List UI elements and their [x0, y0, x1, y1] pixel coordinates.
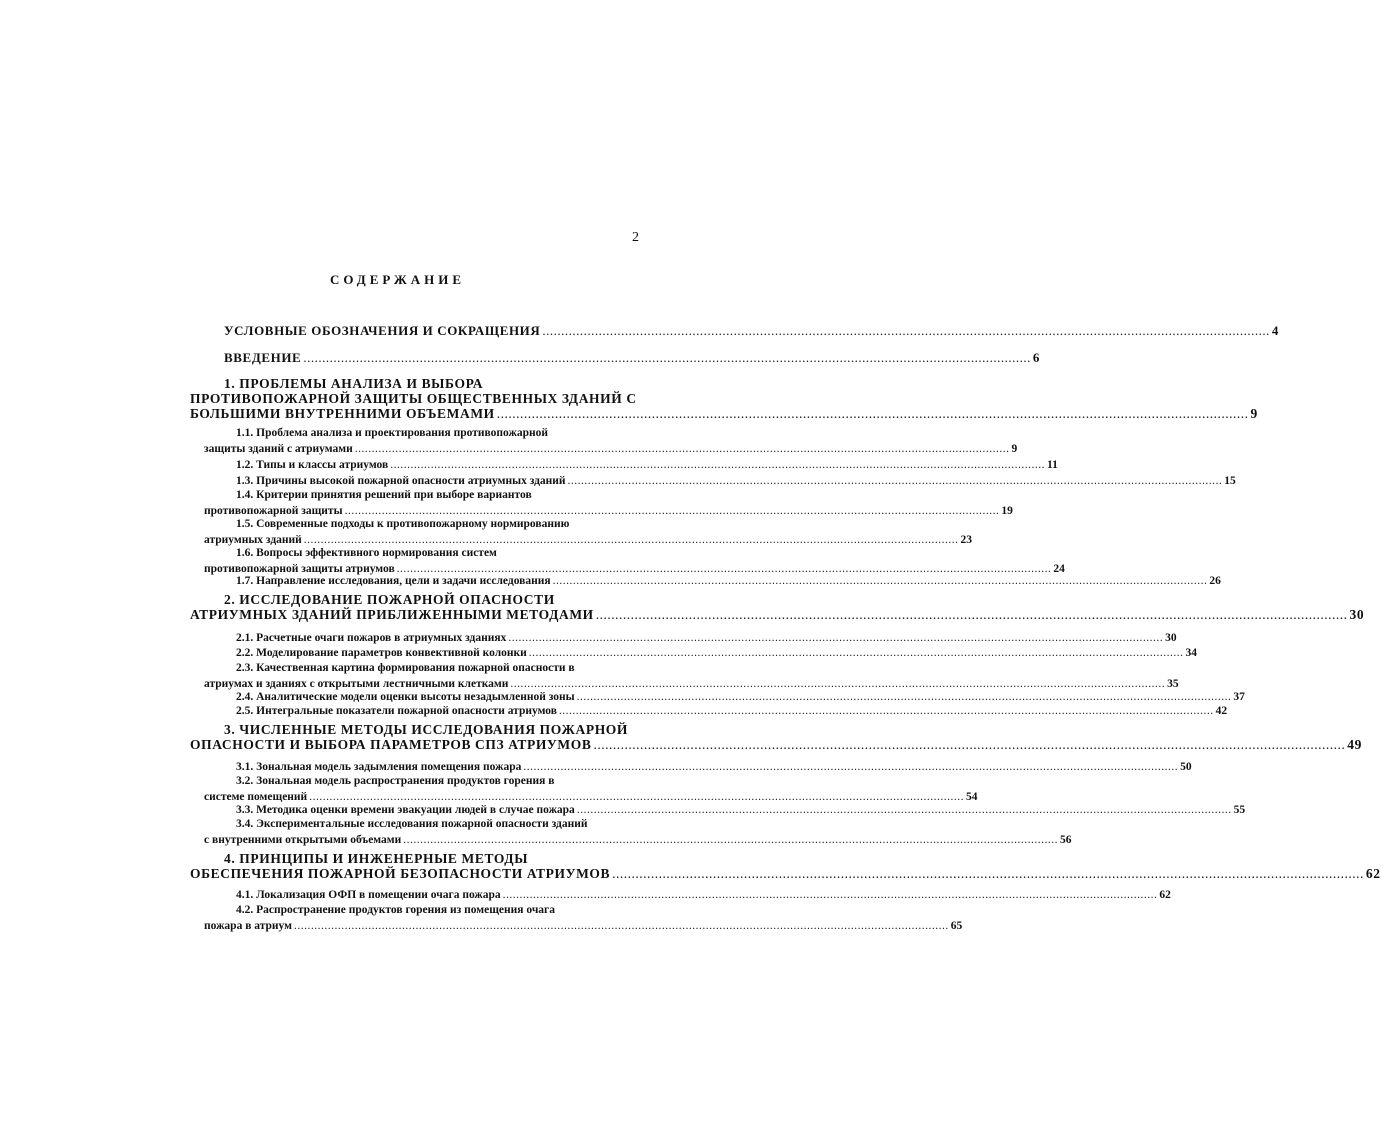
- toc-chapter-entry[interactable]: [0, 323, 1279, 339]
- toc-page-number: 15: [1224, 475, 1236, 487]
- toc-page-number: 6: [1032, 350, 1040, 365]
- toc-page-number: 30: [1349, 607, 1365, 622]
- toc-entry-text: 1.4. Критерии принятия решений при выборе вариантов: [236, 489, 532, 501]
- toc-entry-text: БОЛЬШИМИ ВНУТРЕННИМИ ОБЪЕМАМИ: [190, 406, 495, 421]
- toc-subentry[interactable]: [0, 887, 1171, 903]
- toc-entry-text: ВВЕДЕНИЕ: [224, 350, 302, 365]
- dot-leader: ..................................................................................................................................................................................................: [502, 889, 1158, 901]
- toc-page-number: 19: [1001, 505, 1013, 517]
- toc-subentry[interactable]: [0, 425, 1018, 457]
- dot-leader: ..................................................................................................................................................................................................: [593, 737, 1346, 752]
- toc-page-number: 55: [1233, 804, 1246, 816]
- toc-page-number: 65: [950, 920, 963, 932]
- toc-subentry[interactable]: [0, 516, 973, 548]
- toc-entry-text: атриумах и зданиях с открытыми лестничными клетками: [204, 678, 509, 690]
- toc-page-number: 37: [1233, 691, 1245, 703]
- page-number: 2: [632, 230, 639, 245]
- toc-entry-text: 3.2. Зональная модель распространения продуктов горения в: [236, 775, 555, 787]
- toc-page-number: 34: [1185, 647, 1198, 659]
- dot-leader: ..................................................................................................................................................................................................: [403, 834, 1059, 846]
- toc-entry-text: системе помещений: [204, 791, 308, 803]
- toc-entry-text: 4. ПРИНЦИПЫ И ИНЖЕНЕРНЫЕ МЕТОДЫ: [224, 851, 529, 866]
- toc-chapter-entry[interactable]: [0, 722, 1362, 752]
- dot-leader: ..................................................................................................................................................................................................: [558, 705, 1214, 717]
- toc-page-number: 56: [1060, 834, 1072, 846]
- dot-leader: ..................................................................................................................................................................................................: [303, 350, 1031, 365]
- dot-leader: ..................................................................................................................................................................................................: [612, 866, 1364, 881]
- toc-subentry[interactable]: [0, 487, 1013, 519]
- toc-entry-text: защиты зданий с атриумами: [204, 443, 353, 455]
- dot-leader: ..................................................................................................................................................................................................: [552, 575, 1208, 587]
- toc-entry-text: с внутренними открытыми объемами: [204, 834, 402, 846]
- toc-entry-text: 1.6. Вопросы эффективного нормирования систем: [236, 547, 497, 559]
- toc-page-number: 30: [1165, 632, 1177, 644]
- toc-entry-text: 3.3. Методика оценки времени эвакуации людей в случае пожара: [236, 804, 575, 816]
- toc-entry-text: ПРОТИВОПОЖАРНОЙ ЗАЩИТЫ ОБЩЕСТВЕННЫХ ЗДАНИЙ С: [190, 391, 637, 406]
- toc-entry-text: УСЛОВНЫЕ ОБОЗНАЧЕНИЯ И СОКРАЩЕНИЯ: [224, 323, 541, 338]
- toc-page-number: 23: [960, 534, 973, 546]
- dot-leader: ..................................................................................................................................................................................................: [523, 761, 1179, 773]
- toc-page-number: 9: [1250, 406, 1258, 421]
- toc-page-number: 11: [1046, 459, 1058, 471]
- toc-entry-text: 1.1. Проблема анализа и проектирования противопожарной: [236, 427, 548, 439]
- dot-leader: ..................................................................................................................................................................................................: [595, 607, 1348, 622]
- toc-page-number: 62: [1159, 889, 1171, 901]
- dot-leader: ..................................................................................................................................................................................................: [567, 475, 1223, 487]
- toc-entry-text: противопожарной защиты: [204, 505, 343, 517]
- toc-page-number: 54: [965, 791, 978, 803]
- dot-leader: ..................................................................................................................................................................................................: [293, 920, 949, 932]
- toc-entry-text: ОБЕСПЕЧЕНИЯ ПОЖАРНОЙ БЕЗОПАСНОСТИ АТРИУМОВ: [190, 866, 611, 881]
- toc-chapter-entry[interactable]: [0, 376, 1258, 421]
- toc-page-number: 35: [1167, 678, 1179, 690]
- toc-subentry[interactable]: [0, 630, 1177, 646]
- dot-leader: ..................................................................................................................................................................................................: [396, 563, 1052, 575]
- toc-entry-text: 4.2. Распространение продуктов горения из помещения очага: [236, 904, 556, 916]
- toc-page-number: 49: [1347, 737, 1362, 752]
- toc-subentry[interactable]: [0, 645, 1198, 661]
- toc-subentry[interactable]: [0, 573, 1221, 589]
- toc-chapter-entry[interactable]: [0, 592, 1365, 622]
- toc-entry-text: 4.1. Локализация ОФП в помещении очага пожара: [236, 889, 501, 901]
- dot-leader: ..................................................................................................................................................................................................: [496, 406, 1249, 421]
- toc-entry-text: 2. ИССЛЕДОВАНИЕ ПОЖАРНОЙ ОПАСНОСТИ: [224, 592, 555, 607]
- toc-subentry[interactable]: [0, 703, 1228, 719]
- toc-entry-text: 2.4. Аналитические модели оценки высоты незадымленной зоны: [236, 691, 575, 703]
- toc-page-number: 50: [1180, 761, 1192, 773]
- toc-entry-text: 2.3. Качественная картина формирования пожарной опасности в: [236, 662, 575, 674]
- toc-entry-text: 2.1. Расчетные очаги пожаров в атриумных зданиях: [236, 632, 507, 644]
- toc-entry-text: 1. ПРОБЛЕМЫ АНАЛИЗА И ВЫБОРА: [224, 376, 484, 391]
- dot-leader: ..................................................................................................................................................................................................: [354, 443, 1010, 455]
- dot-leader: ..................................................................................................................................................................................................: [510, 678, 1166, 690]
- dot-leader: ..................................................................................................................................................................................................: [309, 791, 964, 803]
- toc-page-number: 9: [1011, 443, 1018, 455]
- dot-leader: ..................................................................................................................................................................................................: [542, 323, 1270, 338]
- toc-entry-text: 3.1. Зональная модель задымления помещения пожара: [236, 761, 522, 773]
- toc-subentry[interactable]: [0, 773, 978, 805]
- dot-leader: ..................................................................................................................................................................................................: [528, 647, 1184, 659]
- toc-page-number: 24: [1053, 563, 1065, 575]
- toc-entry-text: 3. ЧИСЛЕННЫЕ МЕТОДЫ ИССЛЕДОВАНИЯ ПОЖАРНОЙ: [224, 722, 628, 737]
- dot-leader: ..................................................................................................................................................................................................: [576, 804, 1232, 816]
- toc-entry-text: противопожарной защиты атриумов: [204, 563, 395, 575]
- dot-leader: ..................................................................................................................................................................................................: [303, 534, 959, 546]
- toc-chapter-entry[interactable]: [0, 851, 1381, 881]
- toc-entry-text: 1.5. Современные подходы к противопожарному нормированию: [236, 518, 570, 530]
- toc-title: СОДЕРЖАНИЕ: [329, 272, 466, 287]
- toc-chapter-entry[interactable]: [0, 350, 1040, 366]
- toc-entry-text: атриумных зданий: [204, 534, 302, 546]
- toc-subentry[interactable]: [0, 816, 1072, 848]
- toc-entry-text: 1.7. Направление исследования, цели и задачи исследования: [236, 575, 551, 587]
- toc-entry-text: 1.2. Типы и классы атриумов: [236, 459, 389, 471]
- toc-subentry[interactable]: [0, 457, 1058, 473]
- toc-entry-text: ОПАСНОСТИ И ВЫБОРА ПАРАМЕТРОВ СПЗ АТРИУМОВ: [190, 737, 592, 752]
- toc-page-number: 4: [1271, 323, 1279, 338]
- toc-entry-text: АТРИУМНЫХ ЗДАНИЙ ПРИБЛИЖЕННЫМИ МЕТОДАМИ: [190, 607, 594, 622]
- toc-entry-text: 3.4. Экспериментальные исследования пожарной опасности зданий: [236, 818, 588, 830]
- toc-subentry[interactable]: [0, 902, 963, 934]
- toc-entry-text: 2.5. Интегральные показатели пожарной опасности атриумов: [236, 705, 557, 717]
- toc-subentry[interactable]: [0, 660, 1179, 692]
- dot-leader: ..................................................................................................................................................................................................: [344, 505, 1000, 517]
- dot-leader: ..................................................................................................................................................................................................: [576, 691, 1232, 703]
- toc-page-number: 62: [1365, 866, 1381, 881]
- dot-leader: ..................................................................................................................................................................................................: [508, 632, 1164, 644]
- toc-entry-text: пожара в атриум: [204, 920, 292, 932]
- toc-entry-text: 1.3. Причины высокой пожарной опасности атриумных зданий: [236, 475, 566, 487]
- toc-entry-text: 2.2. Моделирование параметров конвективной колонки: [236, 647, 527, 659]
- toc-page-number: 42: [1215, 705, 1228, 717]
- toc-page-number: 26: [1209, 575, 1221, 587]
- dot-leader: ..................................................................................................................................................................................................: [390, 459, 1045, 471]
